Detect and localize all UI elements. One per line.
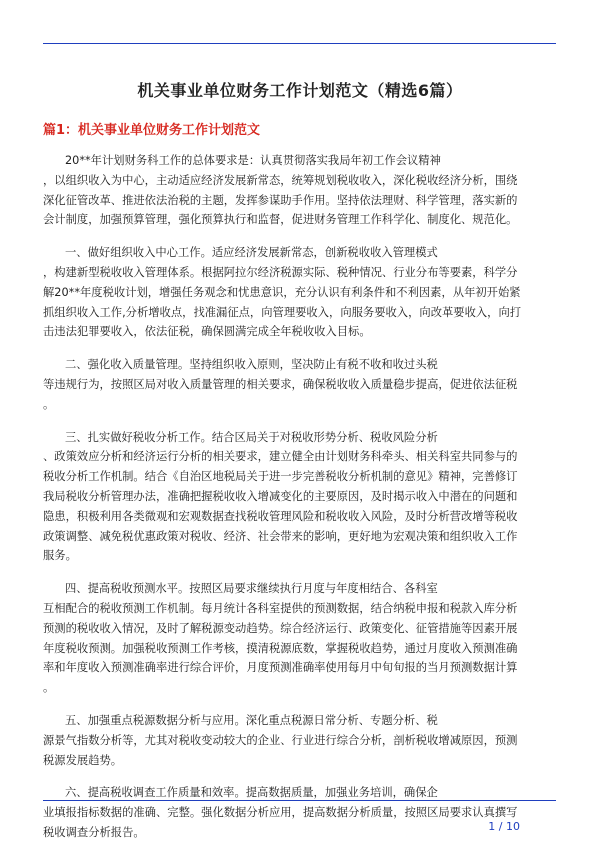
paragraph (43, 711, 557, 770)
paragraph-line: ，构建新型税收收入管理体系。根据阿拉尔经济税源实际、税种情况、行业分布等要素，科学分 (43, 265, 518, 279)
paragraph-line: 会计制度，加强预算管理，强化预算执行和监督，促进财务管理工作科学化、制度化、规范化。 (43, 213, 518, 227)
paragraph-line: 税源发展趋势。 (43, 753, 123, 767)
paragraph-line: 。 (43, 397, 55, 411)
paragraph-line: 一、做好组织收入中心工作。适应经济发展新常态，创新税收收入管理模式 (65, 246, 438, 260)
paragraph-line: 隐患，积极利用各类微观和宏观数据查找税收管理风险和税收收入风险，及时分析营改增等税收 (43, 509, 518, 523)
paragraph-line: 五、加强重点税源数据分析与应用。深化重点税源日常分析、专题分析、税 (65, 713, 438, 727)
paragraph (43, 151, 557, 230)
paragraph-line: 。 (43, 681, 55, 695)
paragraph-line: 率和年度收入预测准确率进行综合评价，月度预测准确率使用每月中旬旬报的当月预测数据计算 (43, 661, 518, 675)
paragraph-line: 解20**年度税收计划，增强任务观念和忧患意识，充分认识有利条件和不利因素，从年初开始紧 (43, 285, 521, 299)
paragraph-line: 业填报指标数据的准确、完整。强化数据分析应用，提高数据分析质量，按照区局要求认真撰写 (43, 806, 518, 820)
paragraph-line: 我局税收分析管理办法，准确把握税收收入增减变化的主要原因，及时揭示收入中潜在的问题和 (43, 489, 518, 503)
paragraph-line: 税收调查分析报告。 (43, 825, 145, 839)
paragraph-line: 服务。 (43, 549, 77, 563)
paragraph-line: 20**年计划财务科工作的总体要求是：认真贯彻落实我局年初工作会议精神 (65, 154, 441, 167)
paragraph (43, 243, 557, 342)
paragraph-line: 预测的税收收入情况，及时了解税源变动趋势。综合经济运行、政策变化、征管措施等因素开展 (43, 621, 518, 635)
paragraph-line: 二、强化收入质量管理。坚持组织收入原则，坚决防止有税不收和收过头税 (65, 358, 438, 372)
paragraph-line: 政策调整、减免税优惠政策对税收、经济、社会带来的影响，更好地为宏观决策和组织收入工作 (43, 529, 518, 543)
document-body (43, 151, 557, 856)
paragraph-line: 等违规行为，按照区局对收入质量管理的相关要求，确保税收收入质量稳步提高，促进依法征税 (43, 377, 518, 391)
section-heading: 篇1：机关事业单位财务工作计划范文 (43, 123, 261, 138)
paragraph-line: 税收分析工作机制。结合《自治区地税局关于进一步完善税收分析机制的意见》精神，完善修订 (43, 470, 518, 484)
paragraph-line: 互相配合的税收预测工作机制。每月统计各科室提供的预测数据，结合纳税申报和税款入库分析 (43, 601, 518, 615)
paragraph-line: 四、提高税收预测水平。按照区局要求继续执行月度与年度相结合、各科室 (65, 582, 438, 596)
paragraph-line: 、政策效应分析和经济运行分析的相关要求，建立健全由计划财务科牵头、相关科室共同参与的 (43, 450, 518, 464)
paragraph-line: 三、扎实做好税收分析工作。结合区局关于对税收形势分析、税收风险分析 (65, 430, 438, 444)
paragraph-line: 击违法犯罪要收入，依法征税，确保圆满完成全年税收收入目标。 (43, 325, 371, 339)
paragraph (43, 355, 557, 414)
document-title: 机关事业单位财务工作计划范文（精选6篇） (137, 81, 463, 100)
paragraph-line: 源景气指数分析等，尤其对税收变动较大的企业、行业进行综合分析，剖析税收增减原因，预测 (43, 733, 518, 747)
footer-rule (43, 800, 556, 801)
paragraph-line: 年度税收预测。加强税收预测工作考核，摸清税源底数，掌握税收趋势，通过月度收入预测准确 (43, 641, 518, 655)
paragraph (43, 579, 557, 698)
paragraph-line: 抓组织收入工作,分析增收点，找准漏征点，向管理要收入，向服务要收入，向改革要收入，向打 (43, 305, 522, 319)
paragraph-line: ，以组织收入为中心，主动适应经济发展新常态，统筹规划税收收入，深化税收经济分析，围绕 (43, 173, 518, 187)
paragraph-line: 深化征管改革、推进依法治税的主题，发挥参谋助手作用。坚持依法理财、科学管理，落实新的 (43, 193, 518, 207)
paragraph (43, 428, 557, 567)
header-rule (43, 43, 556, 44)
page-indicator: 1 / 10 (488, 820, 520, 833)
paragraph (43, 783, 557, 842)
paragraph-line: 六、提高税收调查工作质量和效率。提高数据质量，加强业务培训，确保企 (65, 786, 438, 800)
